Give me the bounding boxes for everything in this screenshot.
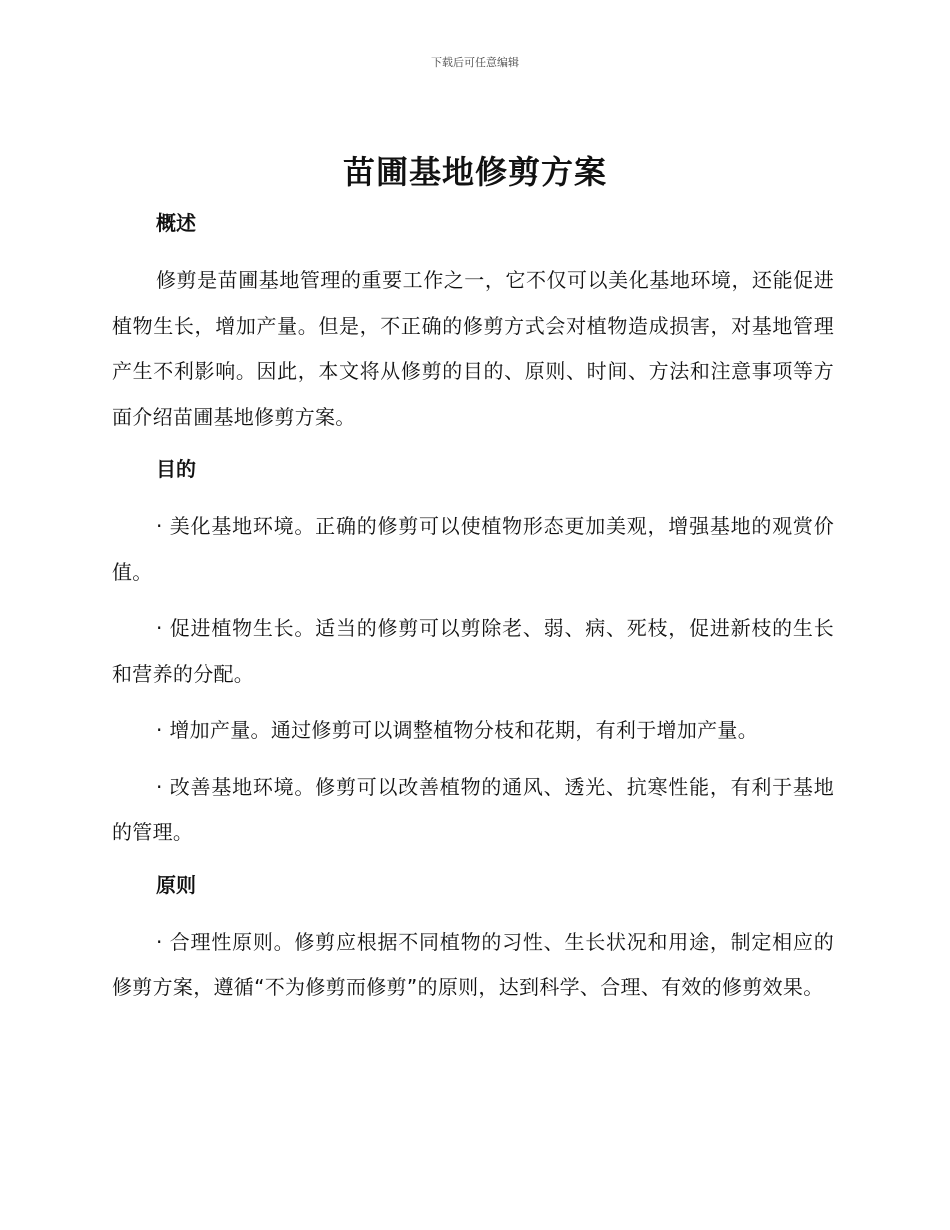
overview-paragraph: 修剪是苗圃基地管理的重要工作之一，它不仅可以美化基地环境，还能促进植物生长，增加产量。但是，不正确的修剪方式会对植物造成损害，对基地管理产生不利影响。因此，本文将从修剪的目的、原则、时间、方法和注意事项等方面介绍苗圃基地修剪方案。 xyxy=(112,268,834,429)
document-title: 苗圃基地修剪方案 xyxy=(342,153,607,191)
section-heading-principles: 原则 xyxy=(156,872,196,897)
header-note: 下载后可任意编辑 xyxy=(431,56,519,69)
purpose-item-beautify: · 美化基地环境。正确的修剪可以使植物形态更加美观，增强基地的观赏价值。 xyxy=(112,514,834,584)
purpose-item-environment: · 改善基地环境。修剪可以改善植物的通风、透光、抗寒性能，有利于基地的管理。 xyxy=(112,774,834,844)
principle-item-rationality: · 合理性原则。修剪应根据不同植物的习性、生长状况和用途，制定相应的修剪方案，遵循“不为修剪而修剪”的原则，达到科学、合理、有效的修剪效果。 xyxy=(112,929,834,999)
purpose-item-growth: · 促进植物生长。适当的修剪可以剪除老、弱、病、死枝，促进新枝的生长和营养的分配。 xyxy=(112,616,834,686)
document-body xyxy=(112,204,834,1011)
section-heading-purpose: 目的 xyxy=(156,457,196,481)
purpose-item-yield: · 增加产量。通过修剪可以调整植物分枝和花期，有利于增加产量。 xyxy=(156,718,759,742)
section-heading-overview: 概述 xyxy=(156,211,196,235)
